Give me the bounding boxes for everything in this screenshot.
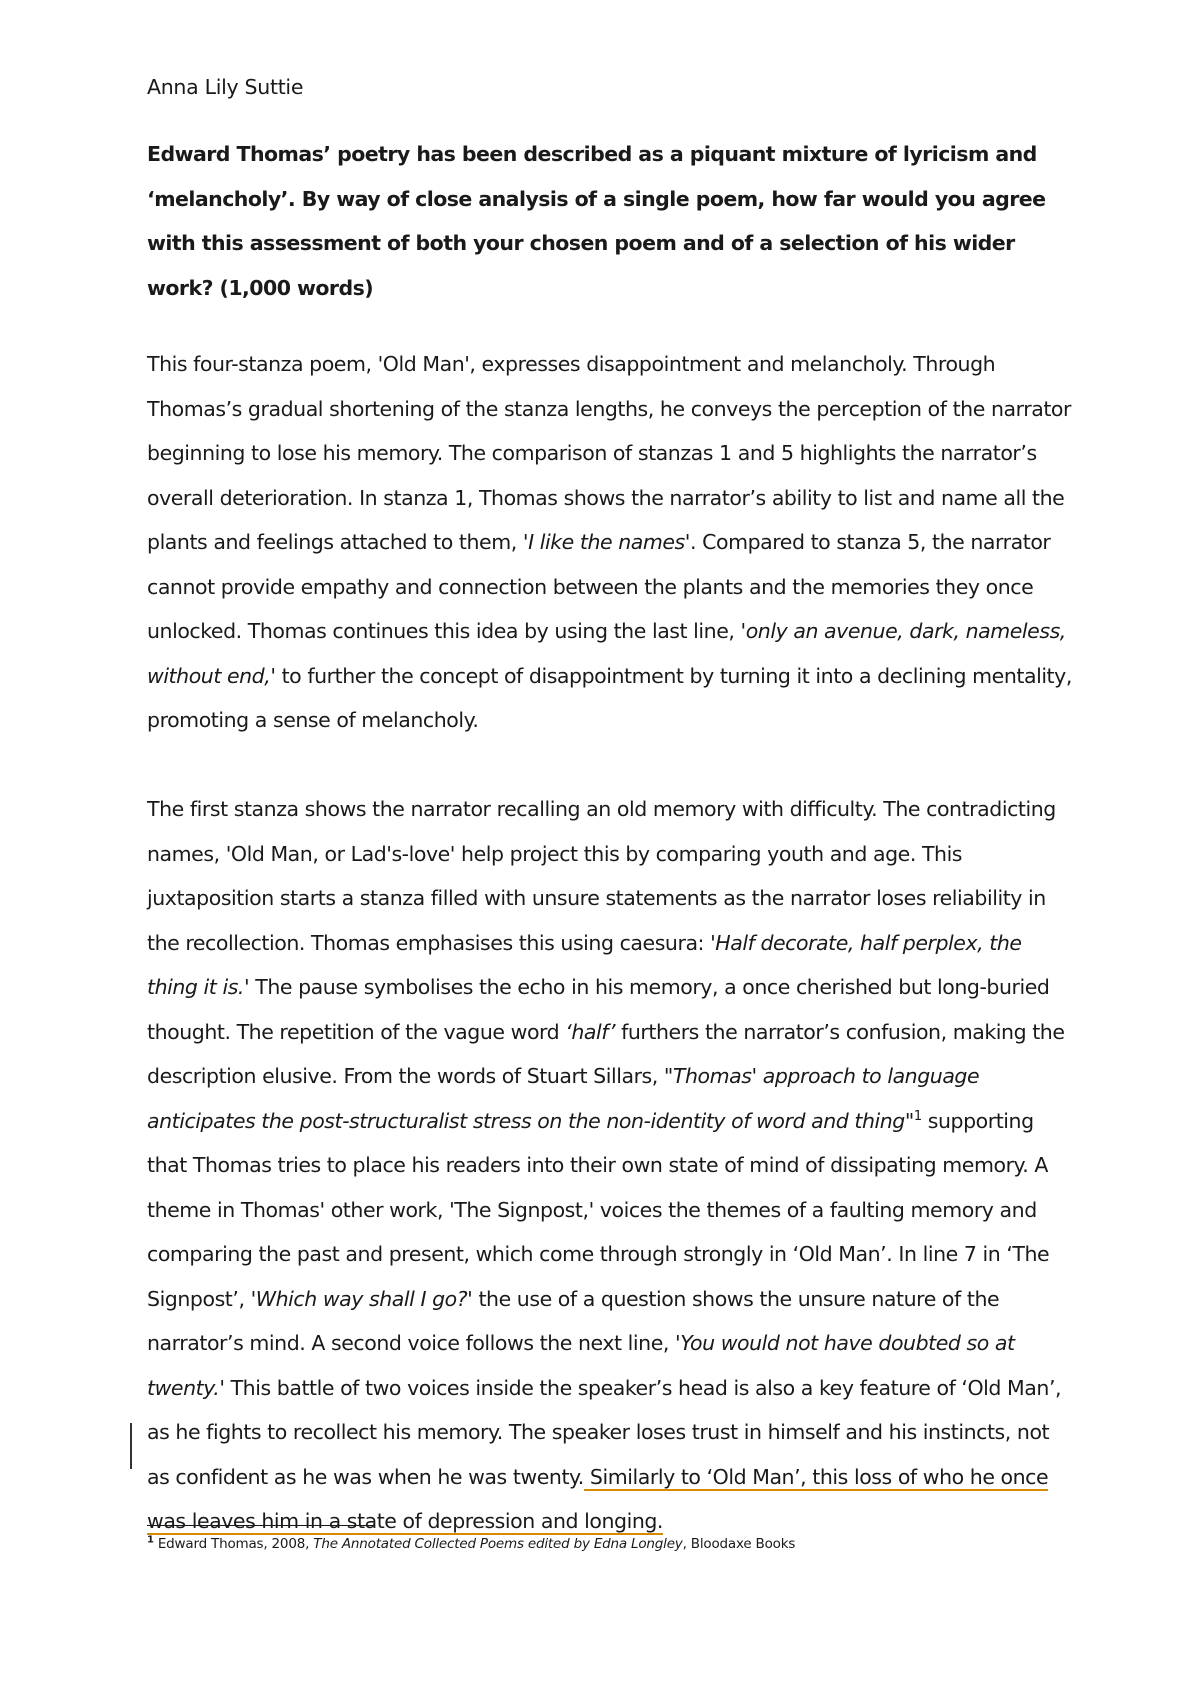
footnote — [147, 1534, 1077, 1554]
p2-quote-3: "Thomas' approach to language anticipates the post-structuralist stress on the non-identity of word and thing" — [147, 1064, 980, 1133]
footnote-title: The Annotated Collected Poems edited by Edna Longley — [313, 1536, 683, 1552]
p1-text-c: ' to further the concept of disappointment by turning it into a declining mentality, promoting a sense of melancholy. — [147, 663, 1072, 732]
p2-quote-4: Which way shall I go?' — [255, 1286, 473, 1311]
p2-text-b: ' The pause symbolises the echo in his memory, a once cherished but long-buried thought. The repetition of the vague word — [147, 975, 1050, 1044]
p2-text-d: supporting that Thomas tries to place his readers into their own state of mind of dissipating memory. A theme in Thomas' other work, 'The Signpost,' voices the themes of a faulting memory and comparing the past and present, which come through strongly in ‘Old Man’. In line 7 in ‘The Signpost’, ' — [147, 1108, 1050, 1311]
paragraph-2 — [147, 787, 1077, 1544]
p2-text-f: ' This battle of two voices inside the speaker’s head is also a key feature of ‘Old Man’, as he fights to recollect his memory. The speaker loses trust in himself and his instincts, not as confident as he was when he was twenty. — [147, 1375, 1062, 1489]
footnote-text-a: Edward Thomas, 2008, — [153, 1536, 314, 1552]
p2-text-e: the use of a question shows the unsure nature of the narrator’s mind. A second voice follows the next line, ' — [147, 1286, 1000, 1355]
footnote-separator — [147, 1525, 375, 1526]
footnote-reference[interactable]: 1 — [913, 1108, 922, 1124]
p2-quote-1: Half decorate, half perplex, the thing it is. — [147, 930, 1022, 999]
tracked-insertion-mark[interactable]: Similarly to ‘Old Man’, this loss of who he once was leaves him in a state of depression and longing. — [147, 1464, 1049, 1533]
footnote-number: 1 — [147, 1534, 154, 1546]
paragraph-1 — [147, 342, 1077, 743]
p1-quote-1: I like the names — [528, 530, 685, 554]
p2-quote-2: ‘half’ — [565, 1019, 616, 1044]
author-name: Anna Lily Suttie — [147, 75, 304, 99]
essay-question: Edward Thomas’ poetry has been described as a piquant mixture of lyricism and ‘melancholy’. By way of close analysis of a single poem, how far would you agree with this assessment of both your chosen poem and of a selection of his wider work? (1,000 words) — [147, 142, 1046, 300]
p1-text-b: '. Compared to stanza 5, the narrator cannot provide empathy and connection between the plants and the memories they once unlocked. Thomas continues this idea by using the last line, ' — [147, 530, 1051, 643]
document-page — [147, 72, 1077, 1544]
p1-quote-2: only an avenue, dark, nameless, without end, — [147, 619, 1066, 688]
p2-text-c: furthers the narrator’s confusion, making the description elusive. From the words of Stuart Sillars, — [147, 1019, 1065, 1088]
p1-text-a: This four-stanza poem, 'Old Man', expresses disappointment and melancholy. Through Thomas’s gradual shortening of the stanza lengths, he conveys the perception of the narrator beginning to lose his memory. The comparison of stanzas 1 and 5 highlights the narrator’s overall deterioration. In stanza 1, Thomas shows the narrator’s ability to list and name all the plants and feelings attached to them, ' — [147, 352, 1071, 554]
p2-quote-5: You would not have doubted so at twenty. — [147, 1331, 1015, 1400]
p2-text-a: The first stanza shows the narrator recalling an old memory with difficulty. The contradicting names, 'Old Man, or Lad's-love' help project this by comparing youth and age. This juxtaposition starts a stanza filled with unsure statements as the narrator loses reliability in the recollection. Thomas emphasises this using caesura: ' — [147, 797, 1056, 955]
tracked-change-bar — [130, 1423, 132, 1469]
footnote-text-b: , Bloodaxe Books — [682, 1536, 796, 1552]
